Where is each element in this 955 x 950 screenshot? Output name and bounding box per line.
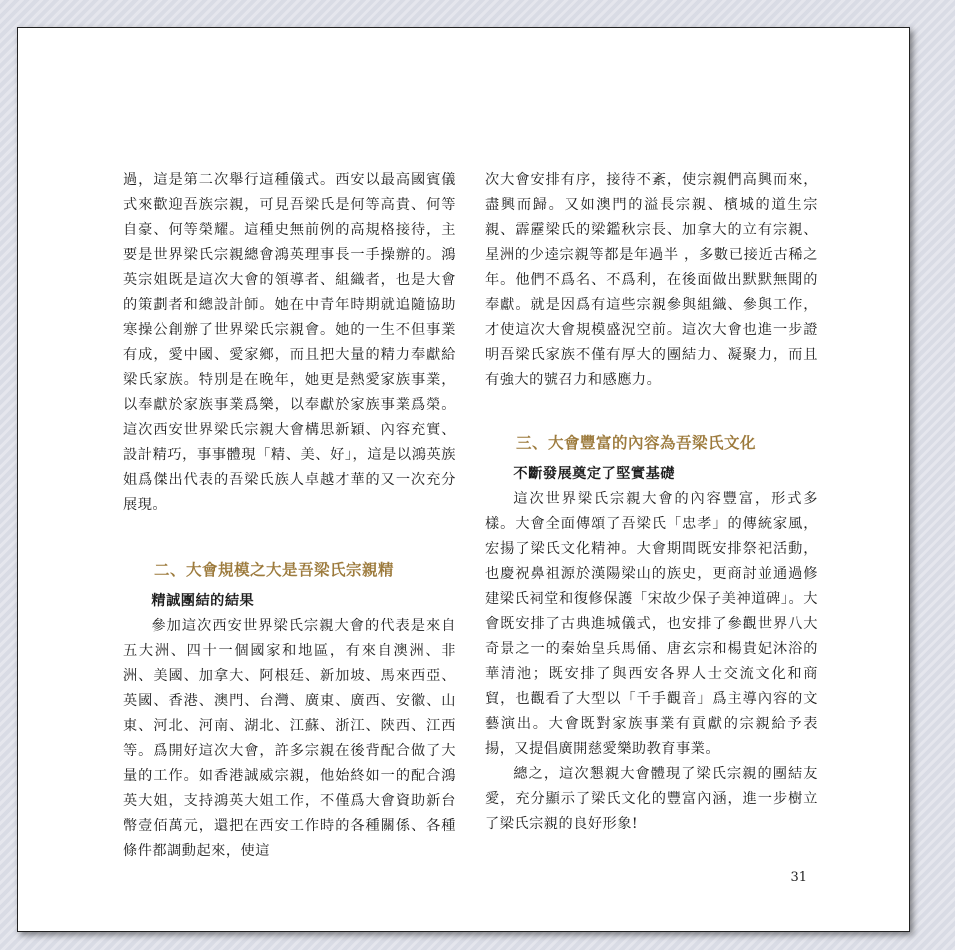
right-paragraph-1: 次大會安排有序，接待不紊，使宗親們高興而來，盡興而歸。又如澳門的溢長宗親、檳城的道生宗親、霹靂梁氏的梁鑑秋宗長、加拿大的立有宗親、星洲的少逵宗親等都是年過半 ，多數已接近古稀之年。他們不爲名、不爲利，在後面做出默默無聞的奉獻。就是因爲有這些宗親參與組織、參與工作，才使這次大會規模盛況空前。這次大會也進一步證明吾梁氏家族不僅有厚大的團結力、凝聚力，而且有強大的號召力和感應力。: [485, 172, 818, 388]
page-number: 31: [790, 870, 807, 885]
document-page: [17, 27, 910, 932]
section-2-title: 二、大會規模之大是吾梁氏宗親精: [154, 561, 395, 579]
right-column: [485, 168, 818, 837]
section-3-subtitle: 不斷發展奠定了堅實基礎: [513, 466, 675, 482]
right-paragraph-2: 這次世界梁氏宗親大會的內容豐富，形式多樣。大會全面傳頌了吾梁氏「忠孝」的傳統家風，宏揚了梁氏文化精神。大會期間既安排祭祀活動，也慶祝鼻祖源於漢陽梁山的族史，更商討並通過修建梁氏祠堂和復修保護「宋故少保子美神道碑」。大會既安排了古典進城儀式，也安排了參觀世界八大奇景之一的秦始皇兵馬俑、唐玄宗和楊貴妃沐浴的華清池；既安排了與西安各界人士交流文化和商貿，也觀看了大型以「千手觀音」爲主導內容的文藝演出。大會既對家族事業有貢獻的宗親給予表揚，又提倡廣開慈愛樂助教育事業。: [485, 491, 818, 757]
left-paragraph-2: 參加這次西安世界梁氏宗親大會的代表是來自五大洲、四十一個國家和地區，有來自澳洲、非洲、美國、加拿大、阿根廷、新加坡、馬來西亞、英國、香港、澳門、台灣、廣東、廣西、安徽、山東、河北、河南、湖北、江蘇、浙江、陝西、江西等。爲開好這次大會，許多宗親在後背配合做了大量的工作。如香港誠威宗親，他始終如一的配合鴻英大姐，支持鴻英大姐工作，不僅爲大會資助新台幣壹佰萬元，還把在西安工作時的各種關係、各種條件都調動起來，使這: [123, 618, 456, 859]
left-column: [123, 168, 456, 864]
right-paragraph-3: 總之，這次懇親大會體現了梁氏宗親的團結友愛，充分顯示了梁氏文化的豐富內涵，進一步樹立了梁氏宗親的良好形象!: [485, 766, 818, 832]
section-2-subtitle: 精誠團結的結果: [151, 593, 255, 609]
section-3-title: 三、大會豐富的內容為吾梁氏文化: [516, 434, 757, 452]
left-paragraph-1: 過，這是第二次舉行這種儀式。西安以最高國賓儀式來歡迎吾族宗親，可見吾梁氏是何等高貴、何等自豪、何等榮耀。這種史無前例的高規格接待，主要是世界梁氏宗親總會鴻英理事長一手操辦的。鴻英宗姐既是這次大會的領導者、組織者，也是大會的策劃者和總設計師。她在中青年時期就追隨協助寒操公創辦了世界梁氏宗親會。她的一生不但事業有成，愛中國、愛家鄉，而且把大量的精力奉獻給梁氏家族。特別是在晚年，她更是熱愛家族事業，以奉獻於家族事業爲樂，以奉獻於家族事業爲榮。這次西安世界梁氏宗親大會構思新穎、內容充實、設計精巧，事事體現「精、美、好」，這是以鴻英族姐爲傑出代表的吾梁氏族人卓越才華的又一次充分展現。: [123, 172, 456, 513]
